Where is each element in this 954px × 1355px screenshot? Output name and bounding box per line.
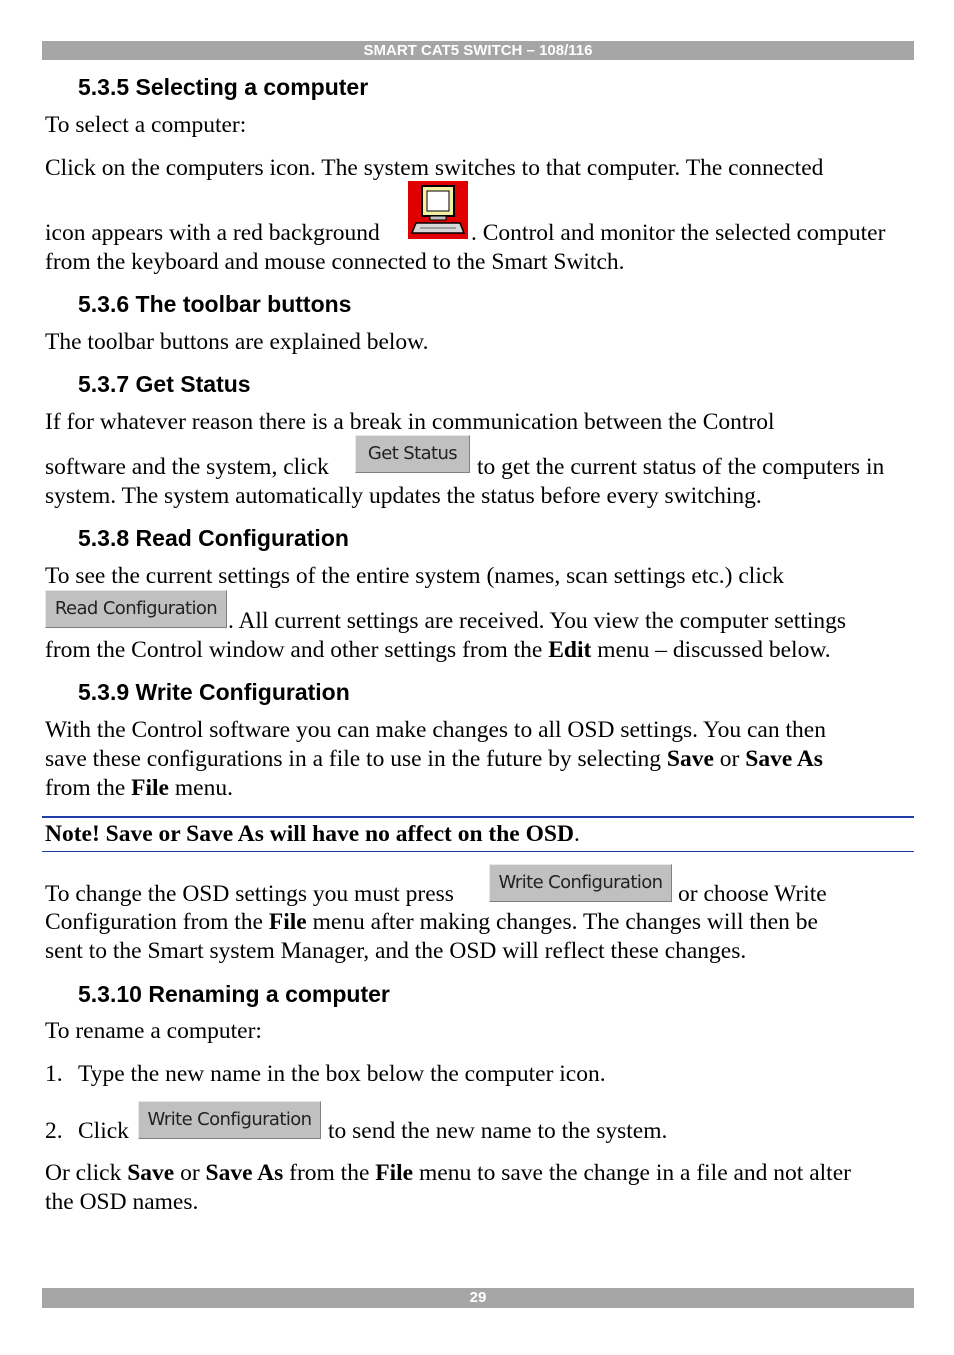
heading-5-3-9: 5.3.9 Write Configuration [78, 679, 350, 705]
text: Type the new name in the box below the computer icon. [78, 1061, 606, 1087]
menu-name-file: File [131, 775, 169, 801]
paragraph: from the keyboard and mouse connected to the Smart Switch. [45, 249, 625, 275]
paragraph: To see the current settings of the entire system (names, scan settings etc.) click [45, 563, 785, 589]
paragraph: system. The system automatically updates the status before every switching. [45, 483, 762, 509]
page-footer: 29 [42, 1288, 914, 1308]
paragraph [45, 636, 917, 665]
text: software and the system, click [45, 454, 329, 480]
note [45, 820, 917, 849]
text: menu after making changes. The changes will then be [312, 909, 818, 935]
text: from the [289, 1160, 370, 1186]
paragraph: or choose Write [678, 881, 827, 907]
paragraph: To rename a computer: [45, 1018, 262, 1044]
heading-5-3-10: 5.3.10 Renaming a computer [78, 981, 390, 1007]
text: . Control and monitor the selected computer [471, 220, 886, 246]
write-configuration-button[interactable]: Write Configuration [138, 1101, 321, 1139]
paragraph: . All current settings are received. You view the computer settings [228, 608, 847, 634]
list-number: 1. [45, 1061, 63, 1087]
paragraph [45, 745, 917, 774]
list-item [45, 1060, 917, 1089]
page-header: SMART CAT5 SWITCH – 108/116 [42, 41, 914, 60]
paragraph: sent to the Smart system Manager, and the OSD will reflect these changes. [45, 938, 747, 964]
list-number: 2. [45, 1118, 63, 1144]
paragraph [45, 219, 917, 248]
note-bottom-rule [42, 851, 914, 852]
paragraph: to get the current status of the computers in [477, 454, 885, 480]
get-status-button[interactable]: Get Status [355, 435, 470, 473]
paragraph: The toolbar buttons are explained below. [45, 329, 429, 355]
text: . [573, 821, 580, 847]
paragraph: to send the new name to the system. [328, 1118, 668, 1144]
paragraph: To select a computer: [45, 112, 247, 138]
menu-item-save-as: Save As [745, 746, 823, 772]
text: save these configurations in a file to use in the future by selecting [45, 746, 662, 772]
paragraph: the OSD names. [45, 1189, 199, 1215]
text: Click [78, 1118, 129, 1144]
menu-name-file: File [268, 909, 307, 935]
text: Or click [45, 1160, 122, 1186]
text: menu to save the change in a file and not alter [418, 1160, 851, 1186]
menu-name-edit: Edit [548, 637, 592, 663]
text: or [180, 1160, 200, 1186]
computer-icon [408, 181, 468, 239]
text: menu – discussed below. [597, 637, 831, 663]
note-top-rule [42, 816, 914, 818]
text: To change the OSD settings you must press [45, 881, 454, 907]
menu-item-save-as: Save As [205, 1160, 284, 1186]
menu-name-file: File [375, 1160, 414, 1186]
text: menu. [174, 775, 233, 801]
paragraph: Click on the computers icon. The system switches to that computer. The connected [45, 155, 824, 181]
heading-5-3-8: 5.3.8 Read Configuration [78, 525, 349, 551]
heading-5-3-5: 5.3.5 Selecting a computer [78, 74, 369, 100]
text: from the Control window and other settings from the [45, 637, 543, 663]
note-text: Note! Save or Save As will have no affect on the OSD [45, 821, 574, 847]
computer-icon-graphic [408, 181, 468, 239]
text: or [719, 746, 740, 772]
paragraph: With the Control software you can make changes to all OSD settings. You can then [45, 717, 826, 743]
text: icon appears with a red background [45, 220, 380, 246]
write-configuration-button[interactable]: Write Configuration [489, 864, 672, 902]
read-configuration-button[interactable]: Read Configuration [45, 590, 227, 628]
heading-5-3-6: 5.3.6 The toolbar buttons [78, 291, 352, 317]
menu-item-save: Save [666, 746, 714, 772]
text: from the [45, 775, 126, 801]
paragraph: If for whatever reason there is a break in communication between the Control [45, 409, 775, 435]
paragraph [45, 908, 917, 937]
heading-5-3-7: 5.3.7 Get Status [78, 371, 251, 397]
text: Configuration from the [45, 909, 263, 935]
paragraph [45, 1159, 917, 1188]
menu-item-save: Save [127, 1160, 175, 1186]
paragraph [45, 774, 917, 803]
